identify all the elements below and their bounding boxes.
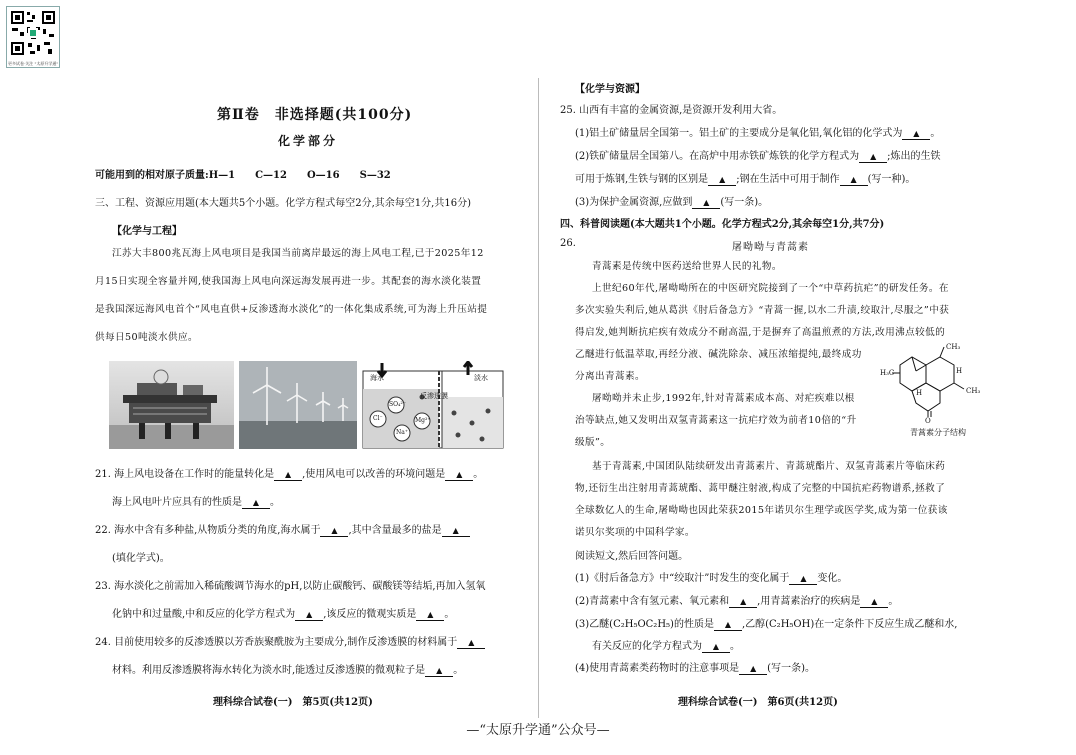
- section-title: 化学部分: [278, 134, 339, 148]
- topic-resources: 【化学与资源】: [575, 84, 645, 95]
- answer-blank[interactable]: [295, 609, 323, 621]
- ion-sodium: Na⁺: [396, 429, 408, 436]
- answer-blank[interactable]: [692, 197, 720, 209]
- answer-blank[interactable]: [702, 641, 730, 653]
- answer-blank[interactable]: [739, 663, 767, 675]
- question-23-cont: 化钠中和过量酸,中和反应的化学方程式为▲ ,该反应的微观实质是▲ 。: [112, 605, 454, 621]
- topic-engineering: 【化学与工程】: [112, 226, 182, 237]
- question-26-number: 26.: [560, 238, 576, 249]
- intro-line: 供每日50吨淡水供应。: [95, 332, 198, 343]
- qr-code[interactable]: [6, 6, 60, 68]
- question-25-1: (1)铝土矿储量居全国第一。铝土矿的主要成分是氧化铝,氧化铝的化学式为▲ 。: [575, 124, 940, 140]
- article-title: 屠呦呦与青蒿素: [732, 242, 809, 253]
- answer-blank[interactable]: [457, 637, 485, 649]
- question-25-2: (2)铁矿储量居全国第八。在高炉中用赤铁矿炼铁的化学方程式为▲ ;炼出的生铁: [575, 147, 941, 163]
- answer-blank[interactable]: [442, 525, 470, 537]
- ion-chloride: Cl⁻: [373, 415, 383, 422]
- answer-blank[interactable]: [416, 609, 444, 621]
- artemisinin-structure: [880, 343, 990, 441]
- question-21: 21. 海上风电设备在工作时的能量转化是▲ ,使用风电可以改善的环境问题是▲ 。: [95, 465, 483, 481]
- question-26-1: (1)《肘后备急方》中“绞取汁”时发生的变化属于▲ 变化。: [575, 569, 847, 585]
- atomic-mass-line: 可能用到的相对原子质量:H—1 C—12 O—16 S—32: [95, 170, 391, 181]
- question-24-cont: 材料。利用反渗透膜将海水转化为淡水时,能透过反渗透膜的微观粒子是▲ 。: [112, 661, 463, 677]
- intro-line: 江苏大丰800兆瓦海上风电项目是我国当前离岸最远的海上风电工程,已于2025年12: [112, 248, 484, 259]
- answer-blank[interactable]: [708, 174, 736, 186]
- answer-blank[interactable]: [729, 596, 757, 608]
- answer-blank[interactable]: [840, 174, 868, 186]
- page-divider: [538, 78, 539, 718]
- qr-code-image: [7, 7, 59, 59]
- ion-magnesium: Mg²⁺: [415, 417, 431, 424]
- question-26-3: (3)乙醚(C₂H₅OC₂H₅)的性质是▲ ,乙醇(C₂H₅OH)在一定条件下反应生成乙醚和水,: [575, 615, 957, 631]
- h-label-2: H: [956, 367, 963, 375]
- section4-heading: 四、科普阅读题(本大题共1个小题。化学方程式2分,其余每空1分,共7分): [560, 219, 885, 230]
- question-21-cont: 海上风电叶片应具有的性质是▲ 。: [112, 493, 280, 509]
- answer-blank[interactable]: [445, 469, 473, 481]
- answer-blank[interactable]: [902, 128, 930, 140]
- article-p4-first: 基于青蒿素,中国团队陆续研发出青蒿素片、青蒿琥酯片、双氢青蒿素片等临床药: [592, 461, 946, 472]
- article-p2: 多次实验失利后,她从葛洪《肘后备急方》“青蒿一握,以水二升渍,绞取汁,尽服之”中获 得启发,她判断抗疟疾有效成分不耐高温,于是摒弃了高温煎煮的方法,改用沸点较低的 乙醚进行低温萃取,再经分液、碱洗除杂、减压浓缩提纯,最终成功 分离出青蒿素。: [575, 305, 950, 382]
- intro-line: 月15日实现全容量并网,使我国海上风电向深远海发展再进一步。其配套的海水淡化装置: [95, 276, 482, 287]
- question-25-3: (3)为保护金属资源,应做到▲ (写一条)。: [575, 193, 768, 209]
- answer-blank[interactable]: [274, 469, 302, 481]
- right-page-footer: 理科综合试卷(一) 第6页(共12页): [678, 697, 838, 708]
- article-p3-first: 屠呦呦并未止步,1992年,针对青蒿素成本高、对疟疾难以根: [592, 393, 855, 404]
- bottom-watermark-text: —“太原升学通”公众号—: [466, 723, 610, 738]
- answer-blank[interactable]: [425, 665, 453, 677]
- qr-caption: 更多试卷·关注 "太原升学通": [8, 61, 58, 66]
- answer-blank[interactable]: [242, 497, 270, 509]
- read-prompt: 阅读短文,然后回答问题。: [575, 551, 689, 562]
- o-label: O: [925, 417, 931, 425]
- wind-turbines-photo: [239, 361, 357, 449]
- molecule-caption: 青蒿素分子结构: [910, 428, 966, 437]
- question-22: 22. 海水中含有多种盐,从物质分类的角度,海水属于▲ ,其中含量最多的盐是▲: [95, 521, 470, 537]
- ch3-top-label: CH₃: [946, 343, 961, 351]
- answer-blank[interactable]: [320, 525, 348, 537]
- question-22-cont: (填化学式)。: [112, 553, 170, 564]
- article-p2-first: 上世纪60年代,屠呦呦所在的中医研究院接到了一个“中草药抗疟”的研发任务。在: [592, 283, 949, 294]
- question-26-2: (2)青蒿素中含有氢元素、氧元素和▲ ,用青蒿素治疗的疾病是▲ 。: [575, 592, 898, 608]
- molecule-drawing: [880, 343, 990, 423]
- h-label-1: H: [916, 389, 923, 397]
- offshore-platform-photo: [109, 361, 234, 449]
- intro-line: 是我国深远海风电首个“风电直供+反渗透海水淡化”的一体化集成系统,可为海上升压站提: [95, 304, 488, 315]
- left-page-footer: 理科综合试卷(一) 第5页(共12页): [213, 697, 373, 708]
- question-24: 24. 目前使用较多的反渗透膜以芳香族聚酰胺为主要成分,制作反渗透膜的材料属于▲: [95, 633, 485, 649]
- intro-paragraph: [112, 240, 484, 268]
- answer-blank[interactable]: [789, 573, 817, 585]
- section3-heading: 三、工程、资源应用题(本大题共5个小题。化学方程式每空2分,其余每空1分,共16分): [95, 198, 471, 209]
- article-p3: 治等缺点,她又发明出双氢青蒿素这一抗疟疗效为前者10倍的“升 级版”。: [575, 415, 857, 448]
- question-26-3-cont: 有关反应的化学方程式为▲ 。: [592, 637, 740, 653]
- question-25-2-cont: 可用于炼钢,生铁与钢的区别是▲ ;钢在生活中可用于制作▲ (写一种)。: [575, 170, 915, 186]
- h3c-label: H₃C: [880, 369, 895, 377]
- article-p4: 物,还衍生出注射用青蒿琥酯、蒿甲醚注射液,构成了完整的中国抗疟药物谱系,拯救了 全球数亿人的生命,屠呦呦也因此荣获2015年诺贝尔生理学或医学奖,成为第一位获该 诺贝尔奖项的中国科学家。: [575, 483, 948, 538]
- question-25: 25. 山西有丰富的金属资源,是资源开发利用大省。: [560, 105, 783, 116]
- answer-blank[interactable]: [860, 596, 888, 608]
- question-26-4: (4)使用青蒿素类药物时的注意事项是▲ (写一条)。: [575, 659, 815, 675]
- ion-sulfate: SO₄²⁻: [389, 401, 407, 408]
- question-23: 23. 海水淡化之前需加入稀硫酸调节海水的pH,以防止碳酸钙、碳酸镁等结垢,再加入氢氧: [95, 581, 486, 592]
- freshwater-label: 淡水: [474, 374, 488, 382]
- part-title: 第Ⅱ卷 非选择题(共100分): [217, 107, 413, 123]
- membrane-label: 反渗透膜: [420, 392, 448, 400]
- reverse-osmosis-diagram: [362, 361, 504, 449]
- answer-blank[interactable]: [714, 619, 742, 631]
- intro-paragraph-cont: [95, 268, 487, 352]
- article-p1: 青蒿素是传统中医药送给世界人民的礼物。: [592, 261, 782, 272]
- seawater-label: 海水: [370, 374, 384, 382]
- ch3-bottom-label: CH₃: [966, 387, 981, 395]
- answer-blank[interactable]: [859, 151, 887, 163]
